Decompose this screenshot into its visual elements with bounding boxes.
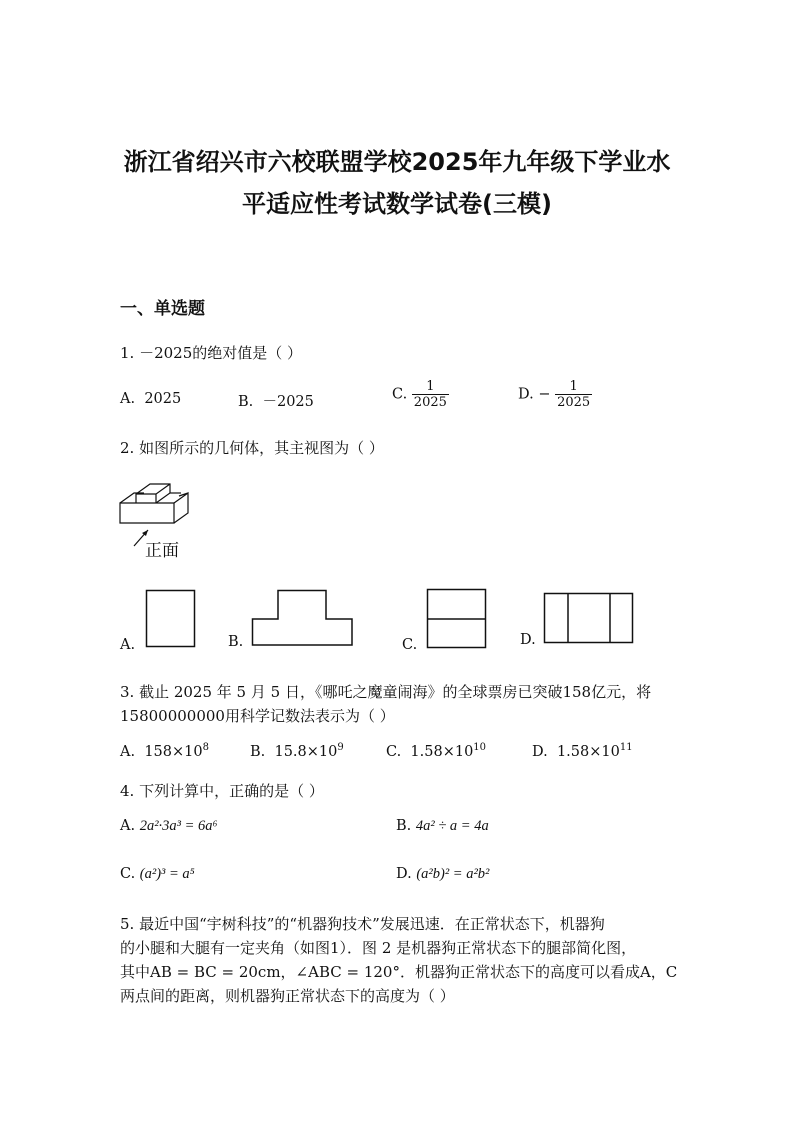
- option-label: C.: [120, 866, 136, 882]
- option-expression: 2a²·3a³ = 6a⁶: [139, 818, 218, 834]
- option-expression: (a²)³ = a⁵: [139, 866, 195, 882]
- fraction-numerator: 1: [426, 379, 435, 394]
- q3-option-a: [120, 742, 209, 760]
- q2-option-b-label: B.: [228, 634, 244, 650]
- option-label: C.: [386, 743, 402, 760]
- option-base: 1.58×10: [556, 743, 620, 760]
- q5-line1: 5. 最近中国“宇树科技”的“机器狗技术”发展迅速．在正常状态下，机器狗: [120, 915, 605, 933]
- q1-option-b: [238, 390, 314, 411]
- q3-option-c: [386, 742, 486, 760]
- q3-option-b: [250, 742, 344, 760]
- fraction-denominator: 2025: [413, 395, 447, 410]
- q4-option-c: [120, 866, 195, 883]
- q2-option-c-label: C.: [402, 637, 418, 653]
- document-title-line1: 浙江省绍兴市六校联盟学校2025年九年级下学业水: [123, 148, 671, 176]
- option-value: 2025: [144, 391, 182, 407]
- q2-option-b-shape: [252, 590, 353, 646]
- fraction-denominator: 2025: [557, 395, 591, 410]
- figure-edges: [120, 493, 188, 523]
- option-exponent: 10: [473, 742, 487, 753]
- q4-option-b: [396, 818, 489, 835]
- document-title-line2: 平适应性考试数学试卷(三模): [242, 190, 552, 218]
- option-expression: (a²b)² = a²b²: [416, 866, 490, 882]
- fraction: [412, 380, 449, 409]
- minus-sign: −: [538, 386, 551, 403]
- option-label: C.: [392, 386, 408, 403]
- option-label: D.: [518, 386, 534, 403]
- option-exponent: 11: [619, 742, 633, 753]
- q2-option-c-shape: [427, 589, 487, 649]
- q5-line4: 两点间的距离，则机器狗正常状态下的高度为（ ）: [120, 987, 455, 1005]
- figure-front-face: [120, 503, 174, 523]
- q2-stem: 2. 如图所示的几何体，其主视图为（ ）: [120, 439, 384, 457]
- fraction: [555, 380, 592, 409]
- option-label: D.: [396, 866, 412, 882]
- q4-option-d: [396, 866, 489, 883]
- q3-option-d: [532, 742, 633, 760]
- section-heading: 一、单选题: [120, 299, 205, 319]
- q1-option-a: [120, 391, 181, 407]
- option-label: D.: [532, 743, 548, 760]
- option-exponent: 8: [202, 742, 209, 753]
- option-exponent: 9: [337, 742, 344, 753]
- q4-option-a: [120, 818, 218, 835]
- fraction-numerator: 1: [569, 379, 578, 394]
- option-base: 15.8×10: [274, 743, 338, 760]
- option-label: B.: [396, 818, 412, 834]
- option-label: A.: [120, 743, 136, 760]
- q1-option-c: [392, 380, 449, 409]
- option-label: B.: [250, 743, 266, 760]
- q4-stem: 4. 下列计算中，正确的是（ ）: [120, 782, 324, 800]
- q1-option-d: [518, 380, 592, 409]
- q5-line3: 其中AB = BC = 20cm，∠ABC = 120°．机器狗正常状态下的高度可以看成A，C: [120, 963, 678, 981]
- q3-stem-line1: 3. 截止 2025 年 5 月 5 日，《哪吒之魔童闹海》的全球票房已突破158亿元，将: [120, 683, 652, 701]
- q2-option-d-shape: [544, 593, 634, 644]
- option-label: B.: [238, 394, 254, 410]
- q2-option-a-shape: [146, 590, 196, 648]
- figure-top-block: [136, 484, 170, 503]
- option-base: 158×10: [144, 743, 203, 760]
- q1-stem: 1. －2025的绝对值是（ ）: [120, 344, 303, 362]
- option-expression: 4a² ÷ a = 4a: [415, 818, 489, 834]
- q2-option-d-label: D.: [520, 632, 536, 648]
- option-value: －2025: [262, 394, 314, 410]
- q2-option-a-label: A.: [120, 637, 136, 653]
- front-view-label: 正面: [145, 541, 179, 561]
- q3-stem-line2: 15800000000用科学记数法表示为（ ）: [120, 707, 395, 725]
- option-label: A.: [120, 391, 136, 407]
- option-label: A.: [120, 818, 136, 834]
- option-base: 1.58×10: [410, 743, 474, 760]
- q5-line2: 的小腿和大腿有一定夹角（如图1）．图 2 是机器狗正常状态下的腿部简化图，: [120, 939, 637, 957]
